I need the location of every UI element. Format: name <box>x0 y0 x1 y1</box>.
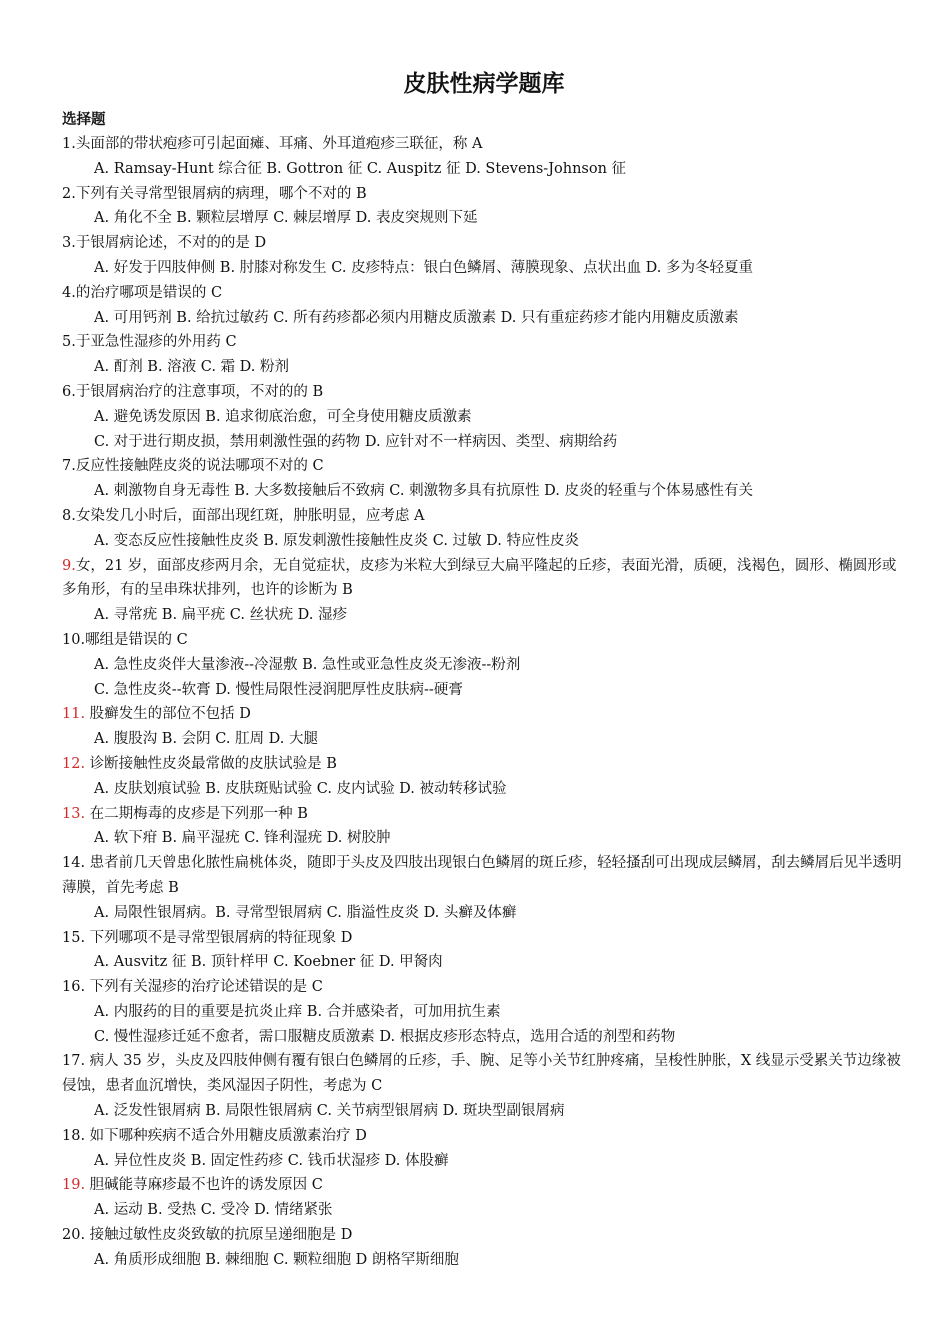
question-stem <box>62 1124 906 1149</box>
answer-options: A. 内服药的目的重要是抗炎止痒 B. 合并感染者，可加用抗生素 <box>94 1003 501 1020</box>
answer-options: A. 局限性银屑病。B. 寻常型银屑病 C. 脂溢性皮炎 D. 头癣及体癣 <box>94 904 517 921</box>
question-stem <box>62 182 906 207</box>
answer-options: A. 可用钙剂 B. 给抗过敏药 C. 所有药疹都必须内用糖皮质激素 D. 只有重症药疹才能内用糖皮质激素 <box>94 309 739 326</box>
question-stem <box>62 628 906 653</box>
question-item <box>62 380 906 454</box>
answer-options: A. Ausvitz 征 B. 顶针样甲 C. Koebner 征 D. 甲胬肉 <box>94 954 443 971</box>
question-number: 17. <box>62 1053 86 1070</box>
question-text: 接触过敏性皮炎致敏的抗原呈递细胞是 D <box>85 1227 353 1244</box>
question-item <box>62 1124 906 1174</box>
question-number: 2. <box>62 185 76 202</box>
answer-options: A. 泛发性银屑病 B. 局限性银屑病 C. 关节病型银屑病 D. 斑块型副银屑病 <box>94 1103 565 1120</box>
question-number: 11. <box>62 706 86 723</box>
question-item <box>62 231 906 281</box>
question-item <box>62 702 906 752</box>
question-number: 12. <box>62 755 86 772</box>
answer-options: C. 对于进行期皮损，禁用刺激性强的药物 D. 应针对不一样病因、类型、病期给药 <box>94 433 618 450</box>
section-heading: 选择题 <box>62 112 106 128</box>
question-number: 6. <box>62 383 76 400</box>
question-text: 哪组是错误的 C <box>85 631 188 648</box>
question-text: 反应性接触陛皮炎的说法哪项不对的 C <box>75 458 324 475</box>
question-item <box>62 182 906 232</box>
question-stem <box>62 926 906 951</box>
question-number: 14. <box>62 855 86 872</box>
answer-options: A. 皮肤划痕试验 B. 皮肤斑贴试验 C. 皮内试验 D. 被动转移试验 <box>94 780 507 797</box>
question-stem <box>62 132 906 157</box>
question-number: 4. <box>62 284 76 301</box>
question-stem <box>62 554 906 604</box>
answer-options: A. 好发于四肢伸侧 B. 肘膝对称发生 C. 皮疹特点：银白色鳞屑、薄膜现象、点状出血 D. 多为冬轻夏重 <box>94 259 754 276</box>
answer-options: A. 腹股沟 B. 会阴 C. 肛周 D. 大腿 <box>94 731 319 748</box>
answer-options: C. 急性皮炎--软膏 D. 慢性局限性浸润肥厚性皮肤病--硬膏 <box>94 681 463 698</box>
question-number: 18. <box>62 1127 86 1144</box>
question-stem <box>62 752 906 777</box>
answer-options: A. 刺激物自身无毒性 B. 大多数接触后不致病 C. 刺激物多具有抗原性 D. 皮炎的轻重与个体易感性有关 <box>94 483 754 500</box>
answer-options: A. 软下疳 B. 扁平湿疣 C. 锋利湿疣 D. 树胶肿 <box>94 830 391 847</box>
question-text: 下列哪项不是寻常型银屑病的特征现象 D <box>85 929 353 946</box>
question-text: 下列有关湿疹的治疗论述错误的是 C <box>85 979 323 996</box>
question-item <box>62 1049 906 1123</box>
question-text: 于银屑病治疗的注意事项，不对的的 B <box>75 383 324 400</box>
question-text: 女染发几小时后，面部出现红斑，肿胀明显，应考虑 A <box>75 507 425 524</box>
question-number: 1. <box>62 136 76 152</box>
question-text: 如下哪种疾病不适合外用糖皮质激素治疗 D <box>85 1127 367 1144</box>
question-stem <box>62 1173 906 1198</box>
question-stem <box>62 802 906 827</box>
question-text: 股癣发生的部位不包括 D <box>85 706 251 723</box>
question-text: 病人 35 岁，头皮及四肢伸侧有覆有银白色鳞屑的丘疹，手、腕、足等小关节红肿疼痛，呈梭性肿胀，X 线显示受累关节边缘被侵蚀，患者血沉增快，类风湿因子阴性，考虑为 C <box>62 1053 901 1095</box>
answer-options: A. 异位性皮炎 B. 固定性药疹 C. 钱币状湿疹 D. 体股癣 <box>94 1152 449 1169</box>
question-text: 在二期梅毒的皮疹是下列那一种 B <box>85 805 308 822</box>
question-item <box>62 1223 906 1273</box>
question-item <box>62 851 906 925</box>
question-item <box>62 1173 906 1223</box>
question-text: 诊断接触性皮炎最常做的皮肤试验是 B <box>85 755 337 772</box>
question-item <box>62 926 906 976</box>
question-text: 女，21 岁，面部皮疹两月余，无自觉症状，皮疹为米粒大到绿豆大扁平隆起的丘疹，表面光滑，质硬，浅褐色，圆形、椭圆形或多角形，有的呈串珠状排列，也许的诊断为 B <box>62 557 897 599</box>
question-item <box>62 628 906 702</box>
question-item <box>62 454 906 504</box>
question-stem <box>62 1049 906 1099</box>
question-stem <box>62 281 906 306</box>
question-item <box>62 132 906 182</box>
question-stem <box>62 975 906 1000</box>
question-number: 15. <box>62 929 86 946</box>
question-text: 头面部的带状疱疹可引起面瘫、耳痛、外耳道疱疹三联征，称 A <box>75 136 483 152</box>
question-item <box>62 752 906 802</box>
question-stem <box>62 504 906 529</box>
question-item <box>62 802 906 852</box>
question-text: 胆碱能荨麻疹最不也许的诱发原因 C <box>85 1177 323 1194</box>
question-item <box>62 281 906 331</box>
answer-options: A. 寻常疣 B. 扁平疣 C. 丝状疣 D. 湿疹 <box>94 607 348 624</box>
answer-options: A. Ramsay-Hunt 综合征 B. Gottron 征 C. Auspitz 征 D. Stevens-Johnson 征 <box>94 160 627 177</box>
answer-options: C. 慢性湿疹迁延不愈者，需口服糖皮质激素 D. 根据皮疹形态特点，选用合适的剂型和药物 <box>94 1028 676 1045</box>
question-number: 13. <box>62 805 86 822</box>
question-text: 的治疗哪项是错误的 C <box>75 284 223 301</box>
question-item <box>62 504 906 554</box>
answer-options: A. 酊剂 B. 溶液 C. 霜 D. 粉剂 <box>94 359 290 376</box>
question-number: 10. <box>62 631 86 648</box>
question-stem <box>62 851 906 901</box>
question-list <box>62 132 906 1273</box>
question-number: 9. <box>62 557 76 574</box>
question-stem <box>62 231 906 256</box>
question-number: 19. <box>62 1177 86 1194</box>
question-number: 5. <box>62 334 76 351</box>
answer-options: A. 运动 B. 受热 C. 受冷 D. 情绪紧张 <box>94 1202 333 1219</box>
question-item <box>62 330 906 380</box>
question-item <box>62 554 906 628</box>
question-number: 16. <box>62 979 86 996</box>
answer-options: A. 急性皮炎伴大量渗液--冷湿敷 B. 急性或亚急性皮炎无渗液--粉剂 <box>94 656 521 673</box>
answer-options: A. 避免诱发原因 B. 追求彻底治愈，可全身使用糖皮质激素 <box>94 408 472 425</box>
answer-options: A. 角质形成细胞 B. 棘细胞 C. 颗粒细胞 D 朗格罕斯细胞 <box>94 1251 459 1268</box>
question-stem <box>62 454 906 479</box>
question-stem <box>62 702 906 727</box>
question-number: 7. <box>62 458 76 475</box>
question-text: 于银屑病论述，不对的的是 D <box>75 235 267 252</box>
question-stem <box>62 1223 906 1248</box>
question-text: 下列有关寻常型银屑病的病理，哪个不对的 B <box>75 185 367 202</box>
question-stem <box>62 380 906 405</box>
question-item <box>62 975 906 1049</box>
question-text: 于亚急性湿疹的外用药 C <box>75 334 237 351</box>
question-number: 20. <box>62 1227 86 1244</box>
question-number: 3. <box>62 235 76 252</box>
answer-options: A. 变态反应性接触性皮炎 B. 原发刺激性接触性皮炎 C. 过敏 D. 特应性皮炎 <box>94 532 580 549</box>
question-text: 患者前几天曾患化脓性扁桃体炎，随即于头皮及四肢出现银白色鳞屑的斑丘疹，轻轻搔刮可出现成层鳞屑，刮去鳞屑后见半透明薄膜，首先考虑 B <box>62 855 902 896</box>
question-number: 8. <box>62 507 76 524</box>
document-title: 皮肤性病学题库 <box>403 71 565 97</box>
question-stem <box>62 330 906 355</box>
answer-options: A. 角化不全 B. 颗粒层增厚 C. 棘层增厚 D. 表皮突规则下延 <box>94 210 478 227</box>
